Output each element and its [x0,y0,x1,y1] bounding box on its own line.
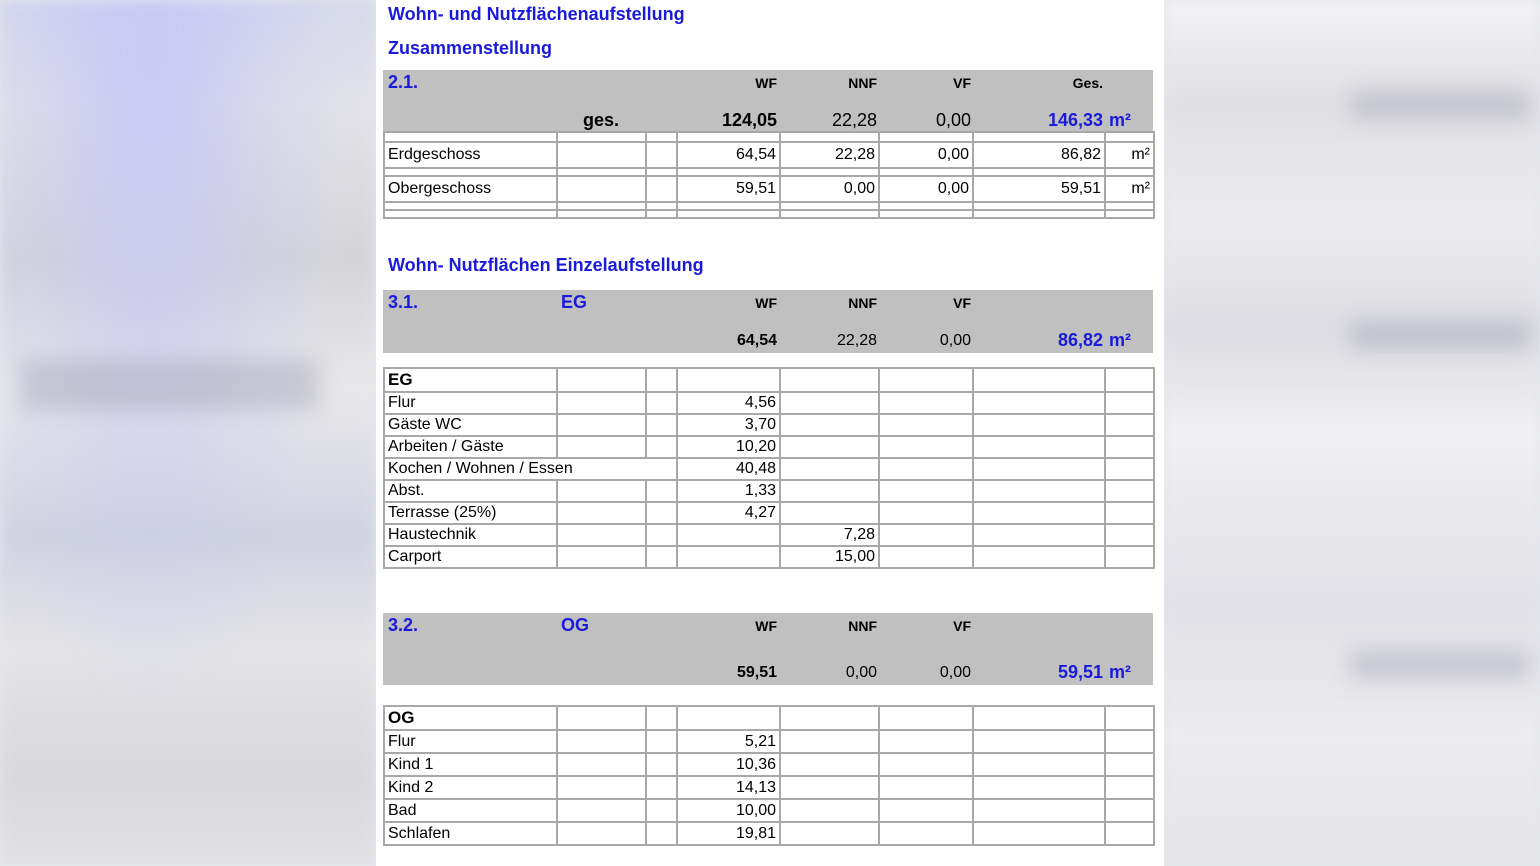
summary-col-ges: Ges. [1072,75,1103,91]
cell-wf [677,546,780,568]
og-header-band [383,613,1153,685]
summary-total-nnf: 22,28 [831,110,877,130]
document-title: Wohn- und Nutzflächenaufstellung [388,4,685,24]
eg-total-nnf: 22,28 [836,332,877,349]
cell-wf: 5,21 [677,730,780,753]
table-row [384,176,1154,202]
eg-header-band [383,290,1153,353]
cell-nnf [780,392,879,414]
cell-wf: 4,27 [677,502,780,524]
table-row [384,142,1154,168]
detail-heading: Wohn- Nutzflächen Einzelaufstellung [388,255,704,275]
og-col-vf: VF [953,618,971,634]
eg-number: 3.1. [388,292,419,312]
summary-table [383,131,1155,219]
og-total-wf: 59,51 [736,664,777,681]
table-row [384,822,1154,845]
cell-unit: m² [1105,176,1154,202]
room-name: Bad [384,799,557,822]
eg-col-nnf: NNF [848,295,877,311]
og-table-title: OG [384,706,557,730]
blurred-shape [20,360,320,410]
room-name: Flur [384,730,557,753]
cell-vf: 0,00 [879,176,973,202]
table-row [384,730,1154,753]
table-row [384,392,1154,414]
summary-total-vf: 0,00 [935,110,971,130]
og-room-table [383,705,1155,846]
spacer-row [384,168,1154,176]
spacer-row [384,202,1154,210]
summary-col-wf: WF [755,75,777,91]
cell-wf: 3,70 [677,414,780,436]
blurred-shape [1350,90,1530,120]
cell-wf [677,524,780,546]
cell-nnf [780,458,879,480]
og-total-unit: m² [1109,662,1131,682]
blurred-shape [1350,650,1530,680]
og-col-nnf: NNF [848,618,877,634]
cell-unit: m² [1105,142,1154,168]
blurred-background-left [0,0,376,866]
cell-wf: 14,13 [677,776,780,799]
room-name: Flur [384,392,557,414]
og-total-nnf: 0,00 [845,664,877,681]
room-name: Kind 1 [384,753,557,776]
room-name: Abst. [384,480,557,502]
summary-header-band [383,70,1153,131]
eg-label: EG [561,292,588,312]
room-name: Carport [384,546,557,568]
cell-wf: 1,33 [677,480,780,502]
cell-ges: 59,51 [973,176,1105,202]
blurred-background-right [1164,0,1540,866]
summary-total-label: ges. [583,110,620,130]
eg-total: 86,82 [1057,330,1103,350]
cell-wf: 10,36 [677,753,780,776]
og-total: 59,51 [1057,662,1103,682]
table-row [384,753,1154,776]
blurred-shape [1350,320,1530,350]
room-name: Schlafen [384,822,557,845]
table-title-row [384,368,1154,392]
spacer-row [384,210,1154,218]
cell-nnf: 7,28 [780,524,879,546]
cell-nnf [780,502,879,524]
summary-number: 2.1. [388,72,419,92]
cell-nnf: 22,28 [780,142,879,168]
eg-col-wf: WF [755,295,777,311]
row-label: Erdgeschoss [384,142,557,168]
summary-heading: Zusammenstellung [388,38,553,58]
table-row [384,458,1154,480]
table-row [384,524,1154,546]
table-row [384,414,1154,436]
eg-total-vf: 0,00 [939,332,971,349]
table-row [384,480,1154,502]
table-row [384,546,1154,568]
table-row [384,436,1154,458]
cell-nnf [780,436,879,458]
cell-vf: 0,00 [879,142,973,168]
room-name: Kochen / Wohnen / Essen [384,458,677,480]
row-label: Obergeschoss [384,176,557,202]
eg-room-table [383,367,1155,569]
summary-total-unit: m² [1109,110,1131,130]
summary-col-nnf: NNF [848,75,877,91]
eg-total-unit: m² [1109,330,1131,350]
cell-nnf [780,480,879,502]
summary-total-wf: 124,05 [721,110,777,130]
table-row [384,799,1154,822]
cell-wf: 4,56 [677,392,780,414]
eg-total-wf: 64,54 [736,332,777,349]
cell-wf: 59,51 [677,176,780,202]
room-name: Kind 2 [384,776,557,799]
cell-wf: 64,54 [677,142,780,168]
og-label: OG [561,615,590,635]
eg-col-vf: VF [953,295,971,311]
summary-total-ges: 146,33 [1047,110,1103,130]
table-title-row [384,706,1154,730]
room-name: Terrasse (25%) [384,502,557,524]
cell-wf: 10,00 [677,799,780,822]
cell-wf: 40,48 [677,458,780,480]
document-page [376,0,1164,866]
eg-table-title: EG [384,368,557,392]
og-total-vf: 0,00 [939,664,971,681]
room-name: Arbeiten / Gäste [384,436,557,458]
og-number: 3.2. [388,615,419,635]
og-col-wf: WF [755,618,777,634]
spacer-row [384,132,1154,142]
cell-nnf: 0,00 [780,176,879,202]
room-name: Gäste WC [384,414,557,436]
summary-col-vf: VF [953,75,971,91]
table-row [384,502,1154,524]
table-row [384,776,1154,799]
cell-wf: 10,20 [677,436,780,458]
cell-nnf [780,414,879,436]
room-name: Haustechnik [384,524,557,546]
cell-nnf: 15,00 [780,546,879,568]
cell-ges: 86,82 [973,142,1105,168]
cell-wf: 19,81 [677,822,780,845]
